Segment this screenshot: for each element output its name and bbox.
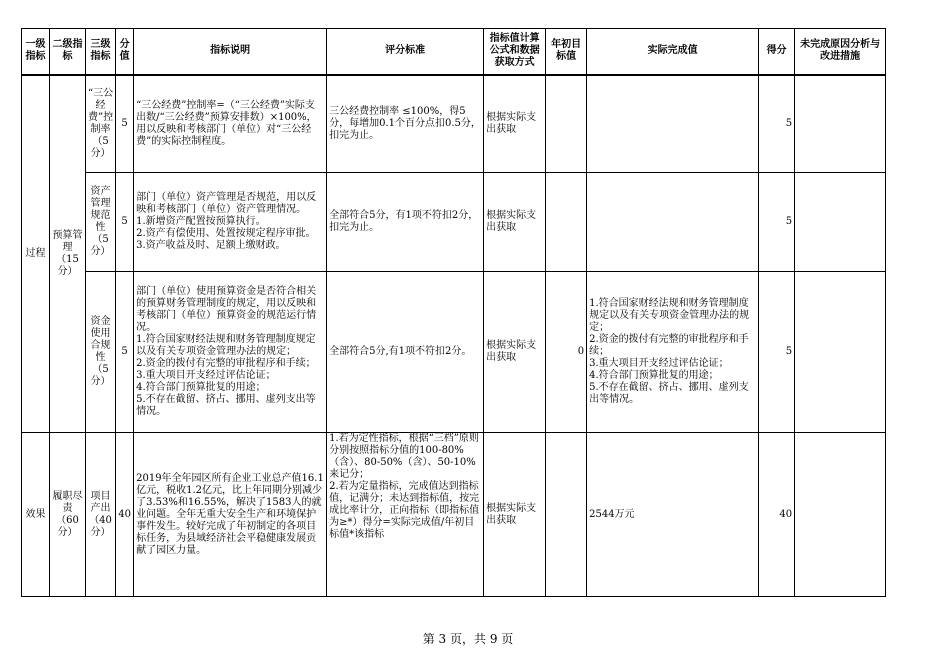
header-criteria: 评分标准: [327, 29, 484, 75]
score-value-cell: 5: [116, 173, 134, 272]
score-cell: 5: [759, 75, 795, 173]
actual-cell: 2544万元: [587, 433, 759, 597]
criteria-cell: 1.若为定性指标，根据“三档”原则分别按照指标分值的100-80%（含）、80-50%（含）、50-10%来记分； 2.若为定量指标，完成值达到指标值，记满分；未达到指标值，按完成比率计分，正向指标（即指标值为≥*）得分=实际完成值/年初目标值*该指标: [327, 433, 484, 597]
level3-cell: 资金使用合规性（5分）: [86, 272, 116, 433]
level1-cell: 过程: [22, 75, 50, 433]
criteria-cell: 全部符合5分,有1项不符扣2分。: [327, 272, 484, 433]
method-cell: 根据实际支出获取: [484, 173, 546, 272]
analysis-cell: [795, 433, 886, 597]
description-cell: 部门（单位）资产管理是否规范，用以反映和考核部门（单位）资产管理情况。 1.新增资产配置按预算执行。 2.资产有偿使用、处置按规定程序审批。 3.资产收益及时、足额上缴财政。: [134, 173, 327, 272]
header-target: 年初目标值: [546, 29, 587, 75]
target-cell: 0: [546, 272, 587, 433]
header-level2: 二级指标: [50, 29, 86, 75]
header-row: [22, 29, 886, 75]
score-cell: 5: [759, 173, 795, 272]
criteria-cell: 三公经费控制率 ≤100%，得5分，每增加0.1个百分点扣0.5分，扣完为止。: [327, 75, 484, 173]
actual-cell: [587, 75, 759, 173]
level1-cell: 效果: [22, 433, 50, 597]
header-method: 指标值计算公式和数据获取方式: [484, 29, 546, 75]
description-cell: “三公经费”控制率=（“三公经费”实际支出数/“三公经费”预算安排数）×100%，用以反映和考核部门（单位）对“三公经费”的实际控制程度。: [134, 75, 327, 173]
description-cell: 2019年全年园区所有企业工业总产值16.1亿元，税收1.2亿元，比上年同期分别减少了3.53%和16.55%，解决了1583人的就业问题。全年无重大安全生产和环境保护事件发生。较好完成了年初制定的各项目标任务，为县域经济社会平稳健康发展贡献了园区力量。: [134, 433, 327, 597]
level3-cell: 项目产出（40分）: [86, 433, 116, 597]
table-row: [22, 75, 886, 173]
header-score: 得分: [759, 29, 795, 75]
level2-cell: 预算管理（15分）: [50, 75, 86, 433]
method-cell: 根据实际支出获取: [484, 433, 546, 597]
header-level1: 一级指标: [22, 29, 50, 75]
header-description: 指标说明: [134, 29, 327, 75]
actual-cell: 1.符合国家财经法规和财务管理制度规定以及有关专项资金管理办法的规定； 2.资金的拨付有完整的审批程序和手续； 3.重大项目开支经过评估论证； 4.符合部门预算批复的用途； 5.不存在截留、挤占、挪用、虚列支出等情况。: [587, 272, 759, 433]
analysis-cell: [795, 173, 886, 272]
analysis-cell: [795, 75, 886, 173]
header-score-value: 分值: [116, 29, 134, 75]
score-value-cell: 5: [116, 272, 134, 433]
target-cell: [546, 75, 587, 173]
description-cell: 部门（单位）使用预算资金是否符合相关的预算财务管理制度的规定，用以反映和考核部门（单位）预算资金的规范运行情况。 1.符合国家财经法规和财务管理制度规定以及有关专项资金管理办法的规定； 2.资金的拨付有完整的审批程序和手续； 3.重大项目开支经过评估论证； 4.符合部门预算批复的用途； 5.不存在截留、挤占、挪用、虚列支出等情况。: [134, 272, 327, 433]
actual-cell: [587, 173, 759, 272]
method-cell: 根据实际支出获取: [484, 272, 546, 433]
table-row: [22, 433, 886, 597]
score-cell: 40: [759, 433, 795, 597]
criteria-cell: 全部符合5分，有1项不符扣2分，扣完为止。: [327, 173, 484, 272]
header-analysis: 未完成原因分析与改进措施: [795, 29, 886, 75]
page-footer: 第 3 页，共 9 页: [422, 632, 514, 646]
performance-evaluation-table: [21, 28, 886, 597]
method-cell: 根据实际支出获取: [484, 75, 546, 173]
level2-cell: 履职尽责（60分）: [50, 433, 86, 597]
table-row: [22, 272, 886, 433]
target-cell: [546, 433, 587, 597]
score-cell: 5: [759, 272, 795, 433]
header-actual: 实际完成值: [587, 29, 759, 75]
level3-cell: 资产管理规范性（5分）: [86, 173, 116, 272]
score-value-cell: 5: [116, 75, 134, 173]
header-level3: 三级指标: [86, 29, 116, 75]
level3-cell: “三公经费”控制率（5分）: [86, 75, 116, 173]
table-row: [22, 173, 886, 272]
target-cell: [546, 173, 587, 272]
analysis-cell: [795, 272, 886, 433]
score-value-cell: 40: [116, 433, 134, 597]
